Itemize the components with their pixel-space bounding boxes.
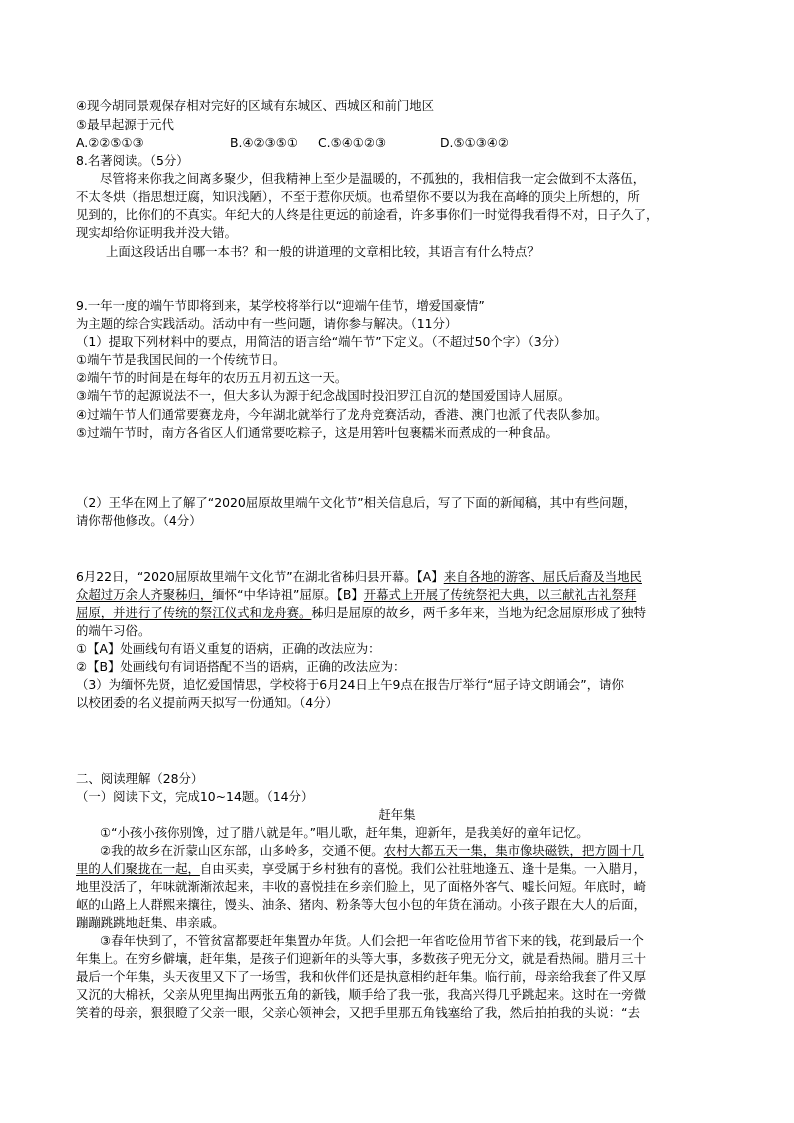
q7-option-b: B.④②③⑤① bbox=[230, 135, 298, 150]
q9-fix-a: ①【A】处画线句有语义重复的语病，正确的改法应为： bbox=[76, 641, 381, 656]
q8-passage-line: 现实却给你证明我并没大错。 bbox=[76, 225, 238, 240]
underlined-sentence-b: 开幕式上开展了传统祭祀大典，以三献礼古礼祭拜 bbox=[363, 587, 637, 602]
q7-option-d: D.⑤①③④② bbox=[440, 135, 510, 150]
q9-fix-b: ②【B】处画线句有词语搭配不当的语病，正确的改法应为： bbox=[76, 659, 406, 674]
passage-line: 岖的山路上人群熙来攘往，馒头、油条、猪肉、粉条等大包小包的年货在涌动。小孩子跟在大人的后面， bbox=[76, 897, 646, 912]
passage-line: 最后一个年集，头天夜里又下了一场雪，我和伙伴们还是执意相约赶年集。临行前，母亲给我套了件又厚 bbox=[76, 969, 646, 984]
q9-sub2-prompt: （2）王华在网上了解了“2020屈原故里端午文化节”相关信息后，写了下面的新闻稿，其中有些问题， bbox=[76, 495, 637, 510]
q8-question: 上面这段话出自哪一本书？和一般的讲道理的文章相比较，其语言有什么特点？ bbox=[106, 244, 540, 259]
news-text: 6月22日，“2020屈原故里端午文化节”在湖北省秭归县开幕。【A】 bbox=[76, 569, 444, 584]
q8-passage-line: 不太冬烘（指思想迂腐，知识浅陋），不至于惹你厌烦。也希望你不要以为我在高峰的顶尖上所想的，所 bbox=[76, 189, 640, 204]
q9-material-2: ②端午节的时间是在每年的农历五月初五这一天。 bbox=[76, 370, 348, 385]
news-line bbox=[76, 568, 726, 586]
underlined-sentence-b: 屈原，并进行了传统的祭江仪式和龙舟赛。 bbox=[76, 605, 312, 620]
q9-sub2-prompt: 请你帮他修改。（4分） bbox=[76, 513, 202, 528]
passage-paragraph-3: ③春年快到了，不管贫富都要赶年集置办年货。人们会把一年省吃俭用节省下来的钱，花到最后一个 bbox=[100, 933, 644, 948]
passage-paragraph-2 bbox=[100, 842, 750, 860]
q7-item-5: ⑤最早起源于元代 bbox=[76, 117, 174, 132]
q9-material-5: ⑤过端午节时，南方各省区人们通常要吃粽子，这是用箬叶包裹糯米而煮成的一种食品。 bbox=[76, 425, 558, 440]
q7-item-4: ④现今胡同景观保存相对完好的区域有东城区、西城区和前门地区 bbox=[76, 98, 435, 113]
news-line: 的端午习俗。 bbox=[76, 623, 151, 638]
q9-material-1: ①端午节是我国民间的一个传统节日。 bbox=[76, 352, 286, 367]
underlined-sentence-a: 众超过万余人齐聚秭归， bbox=[76, 587, 213, 602]
part2-subheading: （一）阅读下文，完成10~14题。（14分） bbox=[76, 789, 314, 804]
underlined-sentence-a: 来自各地的游客、屈氏后裔及当地民 bbox=[443, 569, 642, 584]
q7-option-c: C.⑤④①②③ bbox=[318, 135, 387, 150]
passage-line: 笑着的母亲，狠狠瞪了父亲一眼，父亲心领神会，又把手里那五角钱塞给了我，然后拍拍我的头说：“去 bbox=[76, 1005, 640, 1020]
passage-line: 地里没活了，年味就渐渐浓起来，丰收的喜悦挂在乡亲们脸上，见了面格外客气、嘘长问短。年底时，崎 bbox=[76, 879, 646, 894]
q9-intro: 为主题的综合实践活动。活动中有一些问题，请你参与解决。（11分） bbox=[76, 316, 458, 331]
q8-title: 8.名著阅读。（5分） bbox=[76, 153, 189, 168]
q9-material-4: ④过端午节人们通常要赛龙舟，今年湖北就举行了龙舟竞赛活动，香港、澳门也派了代表队参加。 bbox=[76, 407, 608, 422]
q9-sub3-prompt: （3）为缅怀先贤，追忆爱国情思，学校将于6月24日上午9点在报告厅举行“屈子诗文朗诵会”，请你 bbox=[76, 677, 624, 692]
q7-option-a: A.②②⑤①③ bbox=[76, 135, 144, 150]
q8-passage-line: 尽管将来你我之间离多聚少，但我精神上至少是温暖的，不孤独的，我相信我一定会做到不太落伍， bbox=[100, 171, 646, 186]
part2-heading: 二、阅读理解（28分） bbox=[76, 771, 204, 786]
news-text: 秭归是屈原的故乡，两千多年来，当地为纪念屈原形成了独特 bbox=[311, 605, 646, 620]
passage-line: 又沉的大棉袄，父亲从兜里掏出两张五角的新钱，顺手给了我一张，我高兴得几乎跳起来。这时在一旁微 bbox=[76, 987, 646, 1002]
underlined-sentence: 农村大都五天一集，集市像块磁铁，把方圆十几 bbox=[383, 843, 644, 858]
passage-paragraph-1: ①“小孩小孩你别馋，过了腊八就是年。”唱儿歌，赶年集，迎新年，是我美好的童年记忆。 bbox=[100, 825, 589, 840]
news-text: 缅怀“中华诗祖”屈原。【B】 bbox=[212, 587, 364, 602]
passage-title: 赶年集 bbox=[378, 807, 416, 822]
passage-line bbox=[76, 860, 726, 878]
q9-material-3: ③端午节的起源说法不一，但大多认为源于纪念战国时投汨罗江自沉的楚国爱国诗人屈原。 bbox=[76, 388, 571, 403]
passage-line: 蹦蹦跳跳地赶集、串亲戚。 bbox=[76, 915, 225, 930]
passage-text: 自由买卖，享受属于乡村独有的喜悦。我们公社驻地逢五、逢十是集。一入腊月， bbox=[199, 861, 646, 876]
q9-sub3-prompt: 以校团委的名义提前两天拟写一份通知。（4分） bbox=[76, 695, 338, 710]
passage-line: 年集上。在穷乡僻壤，赶年集，是孩子们迎新年的头等大事，多数孩子兜无分文，就是看热闹。腊月三十 bbox=[76, 951, 646, 966]
q8-passage-line: 见到的，比你们的不真实。年纪大的人终是往更远的前途看，许多事你们一时觉得我看得不对，日子久了， bbox=[76, 207, 659, 222]
q9-intro: 9.一年一度的端午节即将到来，某学校将举行以“迎端午佳节，增爱国豪情” bbox=[76, 298, 485, 313]
underlined-sentence: 里的人们聚拢在一起， bbox=[76, 861, 200, 876]
passage-text: ②我的故乡在沂蒙山区东部，山多岭多，交通不便。 bbox=[100, 843, 384, 858]
news-line bbox=[76, 586, 726, 604]
q9-sub1-prompt: （1）提取下列材料中的要点，用简洁的语言给“端午节”下定义。（不超过50个字）（3分） bbox=[76, 334, 567, 349]
news-line bbox=[76, 604, 726, 622]
